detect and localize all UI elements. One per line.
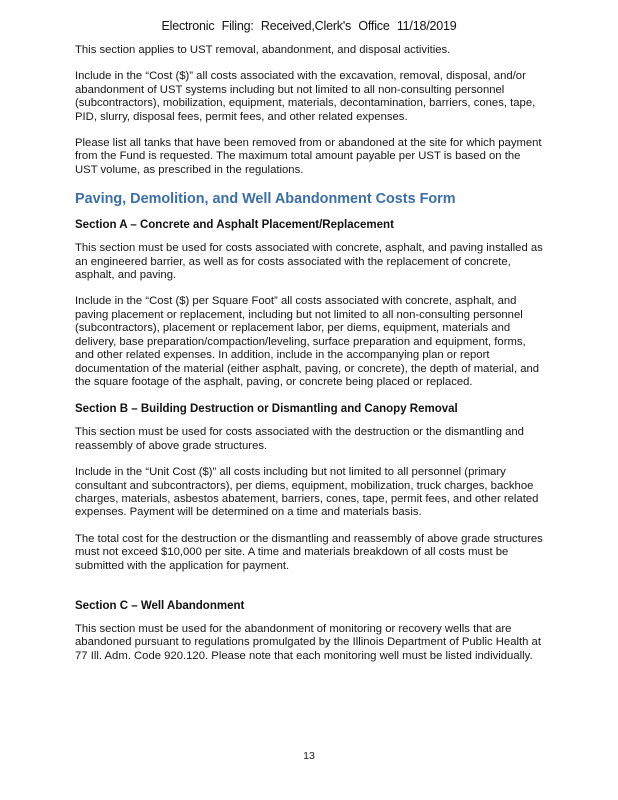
section-a-heading: Section A – Concrete and Asphalt Placement/Replacement <box>75 219 394 232</box>
section-c-heading: Section C – Well Abandonment <box>75 599 245 612</box>
page-content <box>75 44 545 676</box>
intro-paragraph-3: Please list all tanks that have been removed from or abandoned at the site for which payment from the Fund is requested. The maximum total amount payable per UST is based on the UST volume, as prescribed in the regulations. <box>75 137 542 176</box>
page-number: 13 <box>303 750 315 762</box>
filing-stamp: Electronic Filing: Received,Clerk's Office 11/18/2019 <box>161 19 457 33</box>
section-b-paragraph-1: This section must be used for costs associated with the destruction or the dismantling and reassembly of above grade structures. <box>75 426 524 452</box>
section-a-paragraph-1: This section must be used for costs associated with concrete, asphalt, and paving installed as an engineered barrier, as well as for costs associated with the replacement of concrete, asphalt, and paving. <box>75 242 543 282</box>
section-b-paragraph-3: The total cost for the destruction or the dismantling and reassembly of above grade structures must not exceed $10,000 per site. A time and materials breakdown of all costs must be submitted with the application for payment. <box>75 532 543 572</box>
intro-paragraph-1: This section applies to UST removal, abandonment, and disposal activities. <box>75 44 451 56</box>
section-a-paragraph-2: Include in the “Cost ($) per Square Foot” all costs associated with concrete, asphalt, and paving placement or replacement, including but not limited to all non-consulting personnel (subcontractors), placement or replacement labor, per diems, equipment, materials and delivery, base preparation/compaction/leveling, surface preparation and equipment, forms, and other related expenses. In addition, include in the accompanying plan or report documentation of the material (either asphalt, paving, or concrete), the depth of material, and the square footage of the asphalt, paving, or concrete being placed or replaced. <box>75 295 540 388</box>
intro-paragraph-2: Include in the “Cost ($)” all costs associated with the excavation, removal, disposal, and/or abandonment of UST systems including but not limited to all non-consulting personnel (subcontractors), mobilization, equipment, materials, decontamination, barriers, cones, tape, PID, slurry, disposal fees, permit fees, and other related expenses. <box>75 70 536 123</box>
form-title: Paving, Demolition, and Well Abandonment Costs Form <box>75 191 456 208</box>
section-b-heading: Section B – Building Destruction or Dismantling and Canopy Removal <box>75 403 458 416</box>
section-b-paragraph-2: Include in the “Unit Cost ($)” all costs including but not limited to all personnel (primary consultant and subcontractors), per diems, equipment, mobilization, truck charges, backhoe charges, materials, asbestos abatement, barriers, cones, tape, permit fees, and other related expenses. Payment will be determined on a time and materials basis. <box>75 466 539 519</box>
section-c-paragraph-1: This section must be used for the abandonment of monitoring or recovery wells that are abandoned pursuant to regulations promulgated by the Illinois Department of Public Health at 77 Ill. Adm. Code 920.120. Please note that each monitoring well must be listed individually. <box>75 622 541 662</box>
